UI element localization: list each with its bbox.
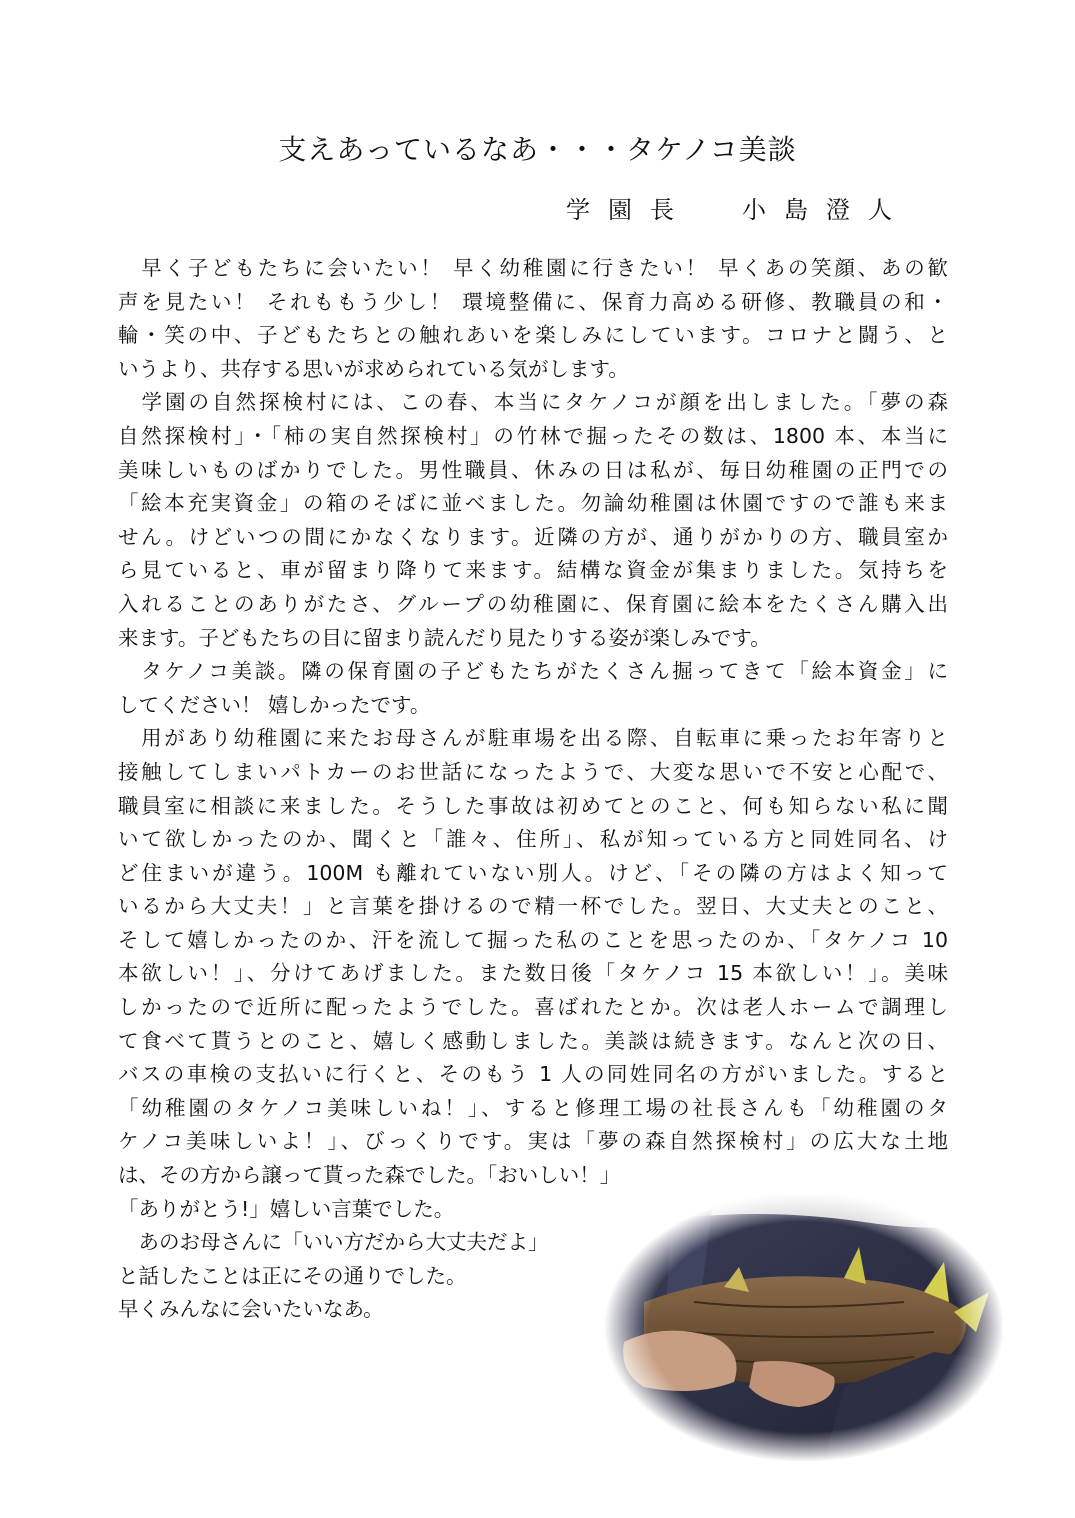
body-line: 早く子どもたちに会いたい！ 早く幼稚園に行きたい！ 早くあの笑顔、あの歓 <box>118 256 948 280</box>
body-line: あのお母さんに「いい方だから大丈夫だよ」 <box>118 1230 549 1255</box>
body-line: いるから大丈夫！」と言葉を掛けるので精一杯でした。翌日、大丈夫とのこと、 <box>118 894 948 919</box>
body-line: て食べて貰うとのこと、嬉しく感動しました。美談は続きます。なんと次の日、 <box>118 1028 948 1053</box>
body-line: 「幼稚園のタケノコ美味しいね！」、すると修理工場の社長さんも「幼稚園のタ <box>118 1095 948 1120</box>
body-line: しかったので近所に配ったようでした。喜ばれたとか。次は老人ホームで調理し <box>118 995 948 1020</box>
author-role: 学園長 <box>566 196 692 224</box>
article-body <box>118 252 948 1327</box>
body-line: バスの車検の支払いに行くと、そのもう 1 人の同姓同名の方がいました。すると <box>118 1062 948 1087</box>
body-line: 自然探検村」・「柿の実自然探検村」の竹林で掘ったその数は、1800 本、本当に <box>118 423 948 448</box>
body-line: ら見ていると、車が留まり降りて来ます。結構な資金が集まりました。気持ちを <box>118 558 948 583</box>
body-line: 輪・笑の中、子どもたちとの触れあいを楽しみにしています。コロナと闘う、と <box>118 323 948 348</box>
body-line: 早くみんなに会いたいなあ。 <box>118 1297 384 1322</box>
body-line: 声を見たい！ それももう少し！ 環境整備に、保育力高める研修、教職員の和・ <box>118 289 948 314</box>
author-line <box>566 190 910 225</box>
body-line: せん。けどいつの間にかなくなります。近隣の方が、通りがかりの方、職員室か <box>118 524 948 549</box>
body-line: 用があり幼稚園に来たお母さんが駐車場を出る際、自転車に乗ったお年寄りと <box>118 726 948 751</box>
body-line: 職員室に相談に来ました。そうした事故は初めてとのこと、何も知らない私に聞 <box>118 793 948 818</box>
body-line: は、その方から譲って貰った森でした。「おいしい！」 <box>118 1163 621 1188</box>
body-line: してください！ 嬉しかったです。 <box>118 692 431 717</box>
body-line: いうより、共存する思いが求められている気がします。 <box>118 356 629 381</box>
author-name: 小島澄人 <box>742 196 910 224</box>
body-line: 「絵本充実資金」の箱のそばに並べました。勿論幼稚園は休園ですので誰も来ま <box>118 491 948 516</box>
body-line: タケノコ美談。隣の保育園の子どもたちがたくさん掘ってきて「絵本資金」に <box>118 659 948 684</box>
body-line: いて欲しかったのか、聞くと「誰々、住所」、私が知っている方と同姓同名、け <box>118 827 948 852</box>
body-line: そして嬉しかったのか、汗を流して掘った私のことを思ったのか、「タケノコ 10 <box>118 927 948 952</box>
page-title: 支えあっているなあ・・・タケノコ美談 <box>278 133 797 166</box>
body-line: ど住まいが違う。100M も離れていない別人。けど、「その隣の方はよく知って <box>118 860 948 885</box>
body-line: と話したことは正にその通りでした。 <box>118 1263 467 1288</box>
body-line: 本欲しい！」、分けてあげました。また数日後「タケノコ 15 本欲しい！」。美味 <box>118 961 948 986</box>
body-line: 来ます。子どもたちの目に留まり読んだり見たりする姿が楽しみです。 <box>118 625 771 650</box>
body-line: 美味しいものばかりでした。男性職員、休みの日は私が、毎日幼稚園の正門での <box>118 457 948 482</box>
body-line: 「ありがとう!」嬉しい言葉でした。 <box>118 1196 455 1221</box>
body-line: 入れることのありがたさ、グループの幼稚園に、保育園に絵本をたくさん購入出 <box>118 591 948 616</box>
body-line: 接触してしまいパトカーのお世話になったようで、大変な思いで不安と心配で、 <box>118 759 948 784</box>
body-line: 学園の自然探検村には、この春、本当にタケノコが顔を出しました。「夢の森 <box>118 390 948 415</box>
bamboo-shoot-photo <box>604 1192 1004 1462</box>
body-line: ケノコ美味しいよ！」、びっくりです。実は「夢の森自然探検村」の広大な土地 <box>118 1129 948 1154</box>
